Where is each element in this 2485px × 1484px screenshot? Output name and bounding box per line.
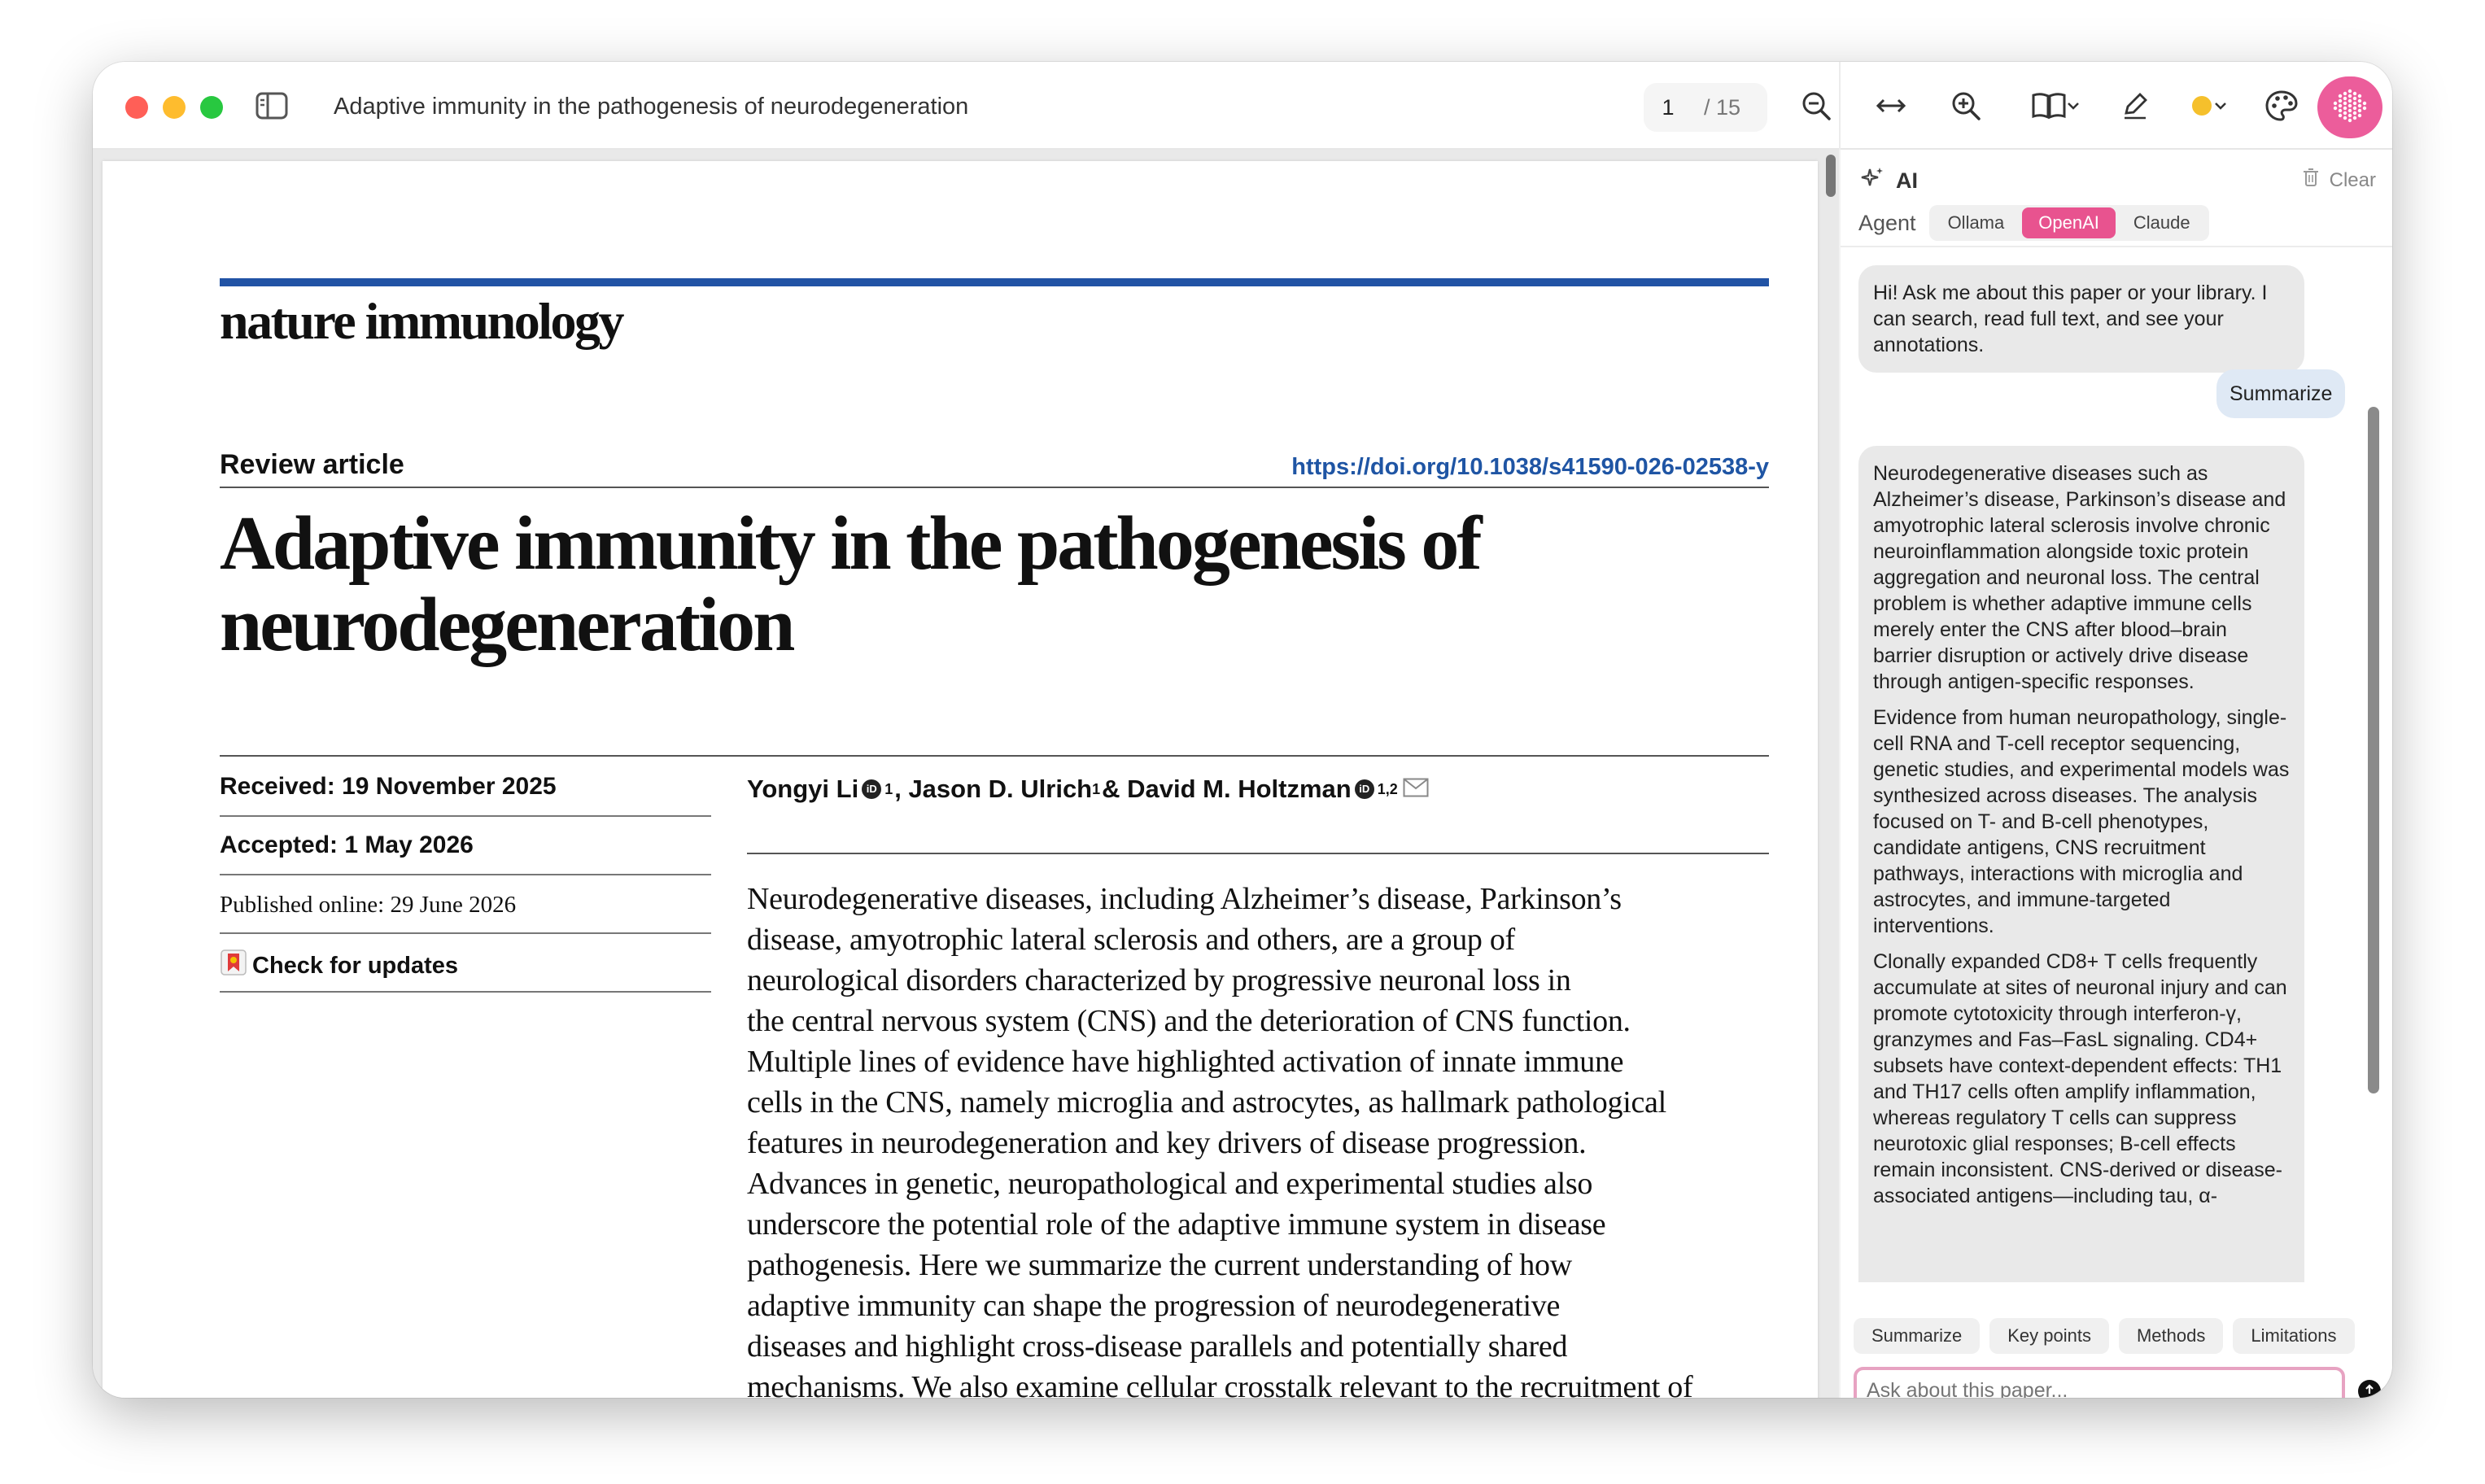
- send-button[interactable]: [2358, 1380, 2381, 1398]
- journal-name: nature immunology: [220, 292, 623, 350]
- chevron-down-icon: [2067, 100, 2080, 115]
- quick-limitations-button[interactable]: Limitations: [2233, 1318, 2354, 1354]
- author-name[interactable]: & David M. Holtzman: [1102, 775, 1352, 803]
- divider: [220, 815, 711, 817]
- abstract-line: neurological disorders characterized by progressive neuronal loss in: [747, 963, 1571, 997]
- ask-input[interactable]: [1854, 1367, 2345, 1398]
- email-icon[interactable]: [1403, 775, 1429, 804]
- assistant-message: [1858, 446, 2304, 1282]
- author-list: [747, 775, 1429, 804]
- abstract-line: Advances in genetic, neuropathological and experimental studies also: [747, 1167, 1593, 1201]
- clear-chat-button[interactable]: [2302, 168, 2376, 193]
- reading-mode-button[interactable]: [2016, 85, 2094, 130]
- check-updates-link[interactable]: [220, 949, 711, 983]
- doi-link[interactable]: https://doi.org/10.1038/s41590-026-02538-y: [1291, 454, 1769, 480]
- abstract-line: cells in the CNS, namely microglia and astrocytes, as hallmark pathological: [747, 1085, 1666, 1120]
- author-name[interactable]: , Jason D. Ulrich: [894, 775, 1093, 803]
- annotate-pen-button[interactable]: [2109, 85, 2161, 130]
- close-window-button[interactable]: [125, 96, 148, 119]
- sparkle-icon: [1860, 166, 1884, 196]
- toolbar-divider: [1839, 62, 1841, 150]
- abstract-line: disease, amyotrophic lateral sclerosis and others, are a group of: [747, 923, 1515, 957]
- pdf-viewer[interactable]: [93, 150, 1839, 1398]
- sidebar-icon: [255, 92, 288, 124]
- zoom-window-button[interactable]: [200, 96, 223, 119]
- chat-scrollbar[interactable]: [2368, 407, 2379, 1093]
- received-date: Received: 19 November 2025: [220, 773, 557, 800]
- published-date: Published online: 29 June 2026: [220, 892, 517, 918]
- pdf-page: [103, 161, 1818, 1398]
- trash-icon: [2302, 168, 2320, 193]
- page-total: / 15: [1704, 94, 1741, 120]
- arrow-up-icon: [2363, 1383, 2376, 1399]
- zoom-in-button[interactable]: [1940, 85, 1992, 130]
- theme-button[interactable]: [2256, 85, 2308, 130]
- agent-selector-row: [1858, 205, 2209, 241]
- orcid-icon[interactable]: iD: [862, 779, 881, 799]
- article-title-line: neurodegeneration: [220, 583, 793, 667]
- quick-methods-button[interactable]: Methods: [2119, 1318, 2223, 1354]
- abstract-line: features in neurodegeneration and key drivers of disease progression.: [747, 1126, 1587, 1160]
- assistant-message: Hi! Ask me about this paper or your library. I can search, read full text, and see your annotations.: [1858, 265, 2304, 373]
- accepted-date: Accepted: 1 May 2026: [220, 831, 474, 858]
- ai-panel: [1841, 150, 2392, 1398]
- agent-option-openai[interactable]: OpenAI: [2022, 207, 2116, 238]
- fit-width-button[interactable]: [1865, 85, 1917, 130]
- chat-history[interactable]: [1841, 247, 2392, 1282]
- author-name[interactable]: Yongyi Li: [747, 775, 859, 803]
- divider: [220, 991, 711, 993]
- abstract: [747, 879, 1772, 1398]
- divider: [747, 853, 1769, 854]
- abstract-line: underscore the potential role of the adaptive immune system in disease: [747, 1207, 1606, 1242]
- page-number-input[interactable]: 1: [1662, 94, 1675, 120]
- agent-option-claude[interactable]: Claude: [2133, 212, 2190, 233]
- journal-header-bar: [220, 278, 1769, 286]
- clear-label: Clear: [2329, 168, 2376, 191]
- quick-summarize-button[interactable]: Summarize: [1854, 1318, 1980, 1354]
- ai-title: AI: [1896, 168, 1918, 193]
- quick-actions: [1854, 1318, 2355, 1354]
- divider: [220, 755, 1769, 757]
- zoom-in-icon: [1950, 90, 1981, 125]
- page-indicator: [1644, 83, 1767, 132]
- agent-label: Agent: [1858, 210, 1916, 235]
- abstract-line: adaptive immunity can shape the progression of neurodegenerative: [747, 1289, 1561, 1323]
- fit-width-icon: [1875, 94, 1907, 122]
- ai-header: [1860, 166, 1918, 196]
- divider: [220, 874, 711, 875]
- check-updates-label: Check for updates: [252, 952, 458, 979]
- abstract-line: the central nervous system (CNS) and the deterioration of CNS function.: [747, 1004, 1631, 1038]
- quick-key-points-button[interactable]: Key points: [1989, 1318, 2109, 1354]
- pdf-scrollbar[interactable]: [1826, 155, 1836, 197]
- zoom-out-button[interactable]: [1790, 85, 1842, 130]
- abstract-line: mechanisms. We also examine cellular crosstalk relevant to the recruitment of: [747, 1370, 1693, 1398]
- abstract-line: diseases and highlight cross-disease parallels and potentially shared: [747, 1329, 1568, 1364]
- article-type: Review article: [220, 449, 404, 480]
- affiliation-ref: 1: [884, 780, 893, 797]
- article-title-line: Adaptive immunity in the pathogenesis of: [220, 501, 1480, 586]
- app-window: [93, 62, 2392, 1398]
- response-paragraph: Clonally expanded CD8+ T cells frequently accumulate at sites of neuronal injury and can promote cytotoxicity through interferon-γ, granzymes and Fas–FasL signaling. CD4+ subsets have context-dependent effects: TH1 and TH17 cells often amplify inflammation, whereas regulatory T cells can suppress neurotoxic glial responses; B-cell effects remain inconsistent. CNS-derived or disease-associated antigens—including tau, α-: [1873, 950, 2287, 1207]
- article-title: [220, 503, 1782, 666]
- highlight-color-button[interactable]: [2176, 85, 2241, 130]
- zoom-out-icon: [1801, 90, 1832, 125]
- agent-selector: [1929, 205, 2209, 241]
- abstract-line: Multiple lines of evidence have highlighted activation of innate immune: [747, 1045, 1624, 1079]
- color-dot-icon: [2190, 94, 2214, 122]
- chevron-down-icon: [2214, 100, 2227, 115]
- abstract-line: pathogenesis. Here we summarize the current understanding of how: [747, 1248, 1572, 1282]
- pen-icon: [2120, 91, 2150, 124]
- divider: [220, 487, 1769, 488]
- minimize-window-button[interactable]: [163, 96, 186, 119]
- check-updates-icon: [220, 949, 247, 983]
- response-paragraph: Evidence from human neuropathology, single-cell RNA and T-cell receptor sequencing, genetic studies, and experimental models was synthesized across diseases. The analysis focused on T- and B-cell phenotypes, candidate antigens, CNS recruitment pathways, interactions with microglia and astrocytes, and immune-targeted interventions.: [1873, 706, 2290, 937]
- affiliation-ref: 1: [1092, 780, 1101, 797]
- app-avatar-button[interactable]: [2317, 76, 2382, 138]
- app-avatar-icon: [2332, 88, 2368, 128]
- orcid-icon[interactable]: iD: [1355, 779, 1374, 799]
- agent-option-ollama[interactable]: Ollama: [1947, 212, 2005, 233]
- response-paragraph: Neurodegenerative diseases such as Alzheimer’s disease, Parkinson’s disease and amyotrophic lateral sclerosis involve chronic neuroinflammation alongside toxic protein aggregation and neuronal loss. The central problem is whether adaptive immune cells merely enter the CNS after blood–brain barrier disruption or actively drive disease through antigen-specific responses.: [1873, 462, 2286, 693]
- divider: [220, 932, 711, 934]
- titlebar: [93, 62, 2392, 150]
- sidebar-toggle-button[interactable]: [249, 85, 295, 130]
- abstract-line: Neurodegenerative diseases, including Alzheimer’s disease, Parkinson’s: [747, 882, 1622, 916]
- user-message: Summarize: [2216, 369, 2345, 418]
- document-title: Adaptive immunity in the pathogenesis of neurodegeneration: [334, 94, 969, 120]
- palette-icon: [2264, 89, 2299, 126]
- book-icon: [2031, 92, 2067, 124]
- affiliation-ref: 1,2: [1377, 780, 1398, 797]
